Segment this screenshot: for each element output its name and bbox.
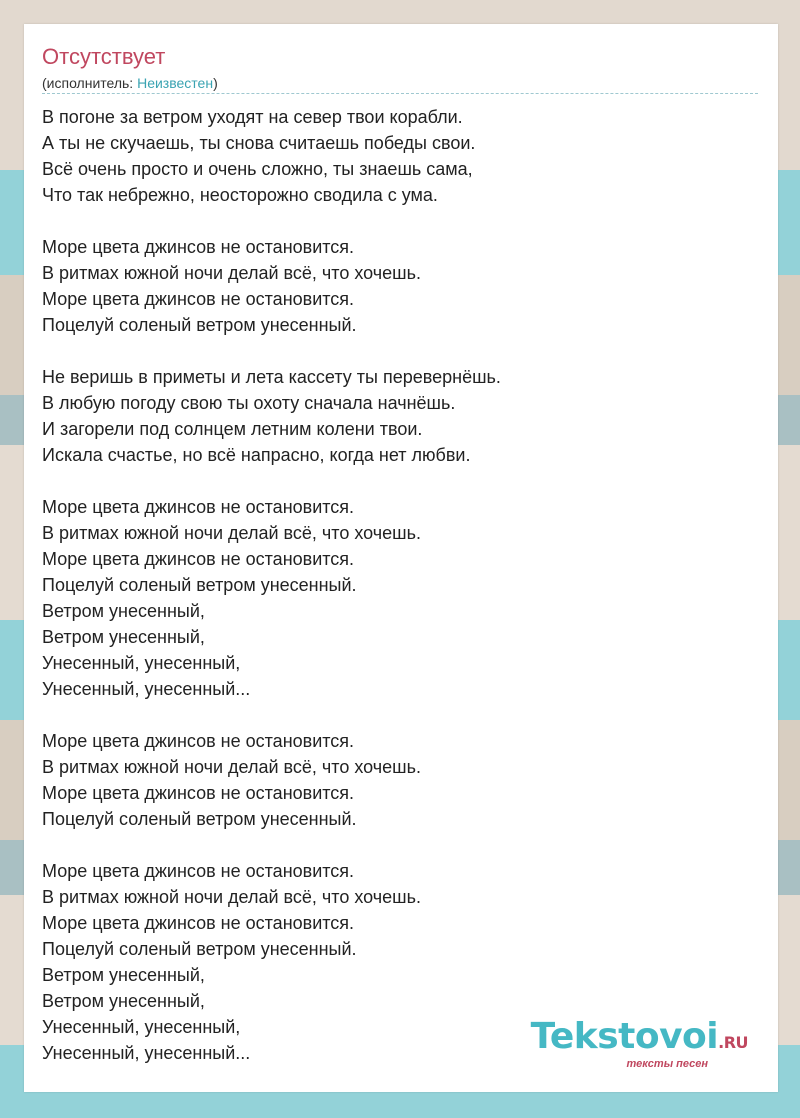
stanza-break: [42, 832, 758, 858]
lyric-line: В любую погоду свою ты охоту сначала начнёшь.: [42, 393, 456, 413]
artist-line: [42, 74, 218, 92]
lyric-line: Море цвета джинсов не остановится.: [42, 497, 355, 517]
artist-link[interactable]: Неизвестен: [137, 75, 214, 91]
lyric-line: Ветром унесенный,: [42, 627, 205, 647]
lyric-line: Унесенный, унесенный,: [42, 1017, 241, 1037]
logo-wordmark: Tekstovoi: [530, 1016, 719, 1057]
stanza-break: [42, 702, 758, 728]
lyric-line: Искала счастье, но всё напрасно, когда нет любви.: [42, 445, 471, 465]
stanza-break: [42, 208, 758, 234]
lyric-line: Что так небрежно, неосторожно сводила с ума.: [42, 185, 438, 205]
lyric-line: Поцелуй соленый ветром унесенный.: [42, 939, 357, 959]
artist-prefix: (исполнитель:: [42, 75, 138, 91]
lyrics-text: [42, 104, 758, 1066]
lyric-line: И загорели под солнцем летним колени твои.: [42, 419, 423, 439]
lyric-line: Ветром унесенный,: [42, 991, 205, 1011]
stanza-break: [42, 338, 758, 364]
dashed-divider: [42, 93, 758, 94]
lyric-line: Море цвета джинсов не остановится.: [42, 861, 355, 881]
site-logo[interactable]: [531, 1018, 748, 1070]
lyric-line: Унесенный, унесенный,: [42, 653, 241, 673]
lyric-line: Море цвета джинсов не остановится.: [42, 549, 355, 569]
lyric-line: В погоне за ветром уходят на север твои корабли.: [42, 107, 463, 127]
logo-domain: .RU: [718, 1033, 748, 1052]
lyric-line: Всё очень просто и очень сложно, ты знаешь сама,: [42, 159, 473, 179]
lyric-line: Море цвета джинсов не остановится.: [42, 783, 355, 803]
lyric-line: Не веришь в приметы и лета кассету ты перевернёшь.: [42, 367, 501, 387]
lyric-line: Море цвета джинсов не остановится.: [42, 913, 355, 933]
lyric-line: А ты не скучаешь, ты снова считаешь победы свои.: [42, 133, 476, 153]
lyric-line: Море цвета джинсов не остановится.: [42, 289, 355, 309]
lyric-line: Унесенный, унесенный...: [42, 1043, 251, 1063]
artist-suffix: ): [213, 75, 218, 91]
lyric-line: Поцелуй соленый ветром унесенный.: [42, 315, 357, 335]
lyric-line: Ветром унесенный,: [42, 601, 205, 621]
logo-tagline: тексты песен: [626, 1058, 708, 1070]
song-title: Отсутствует: [42, 44, 166, 69]
lyric-line: В ритмах южной ночи делай всё, что хочешь.: [42, 263, 421, 283]
stanza-break: [42, 468, 758, 494]
lyric-line: В ритмах южной ночи делай всё, что хочешь.: [42, 887, 421, 907]
lyric-line: Поцелуй соленый ветром унесенный.: [42, 809, 357, 829]
lyric-line: В ритмах южной ночи делай всё, что хочешь.: [42, 523, 421, 543]
lyrics-card: [24, 24, 778, 1092]
lyric-line: Море цвета джинсов не остановится.: [42, 237, 355, 257]
lyric-line: Поцелуй соленый ветром унесенный.: [42, 575, 357, 595]
lyric-line: Ветром унесенный,: [42, 965, 205, 985]
lyric-line: Море цвета джинсов не остановится.: [42, 731, 355, 751]
lyric-line: В ритмах южной ночи делай всё, что хочешь.: [42, 757, 421, 777]
lyric-line: Унесенный, унесенный...: [42, 679, 251, 699]
